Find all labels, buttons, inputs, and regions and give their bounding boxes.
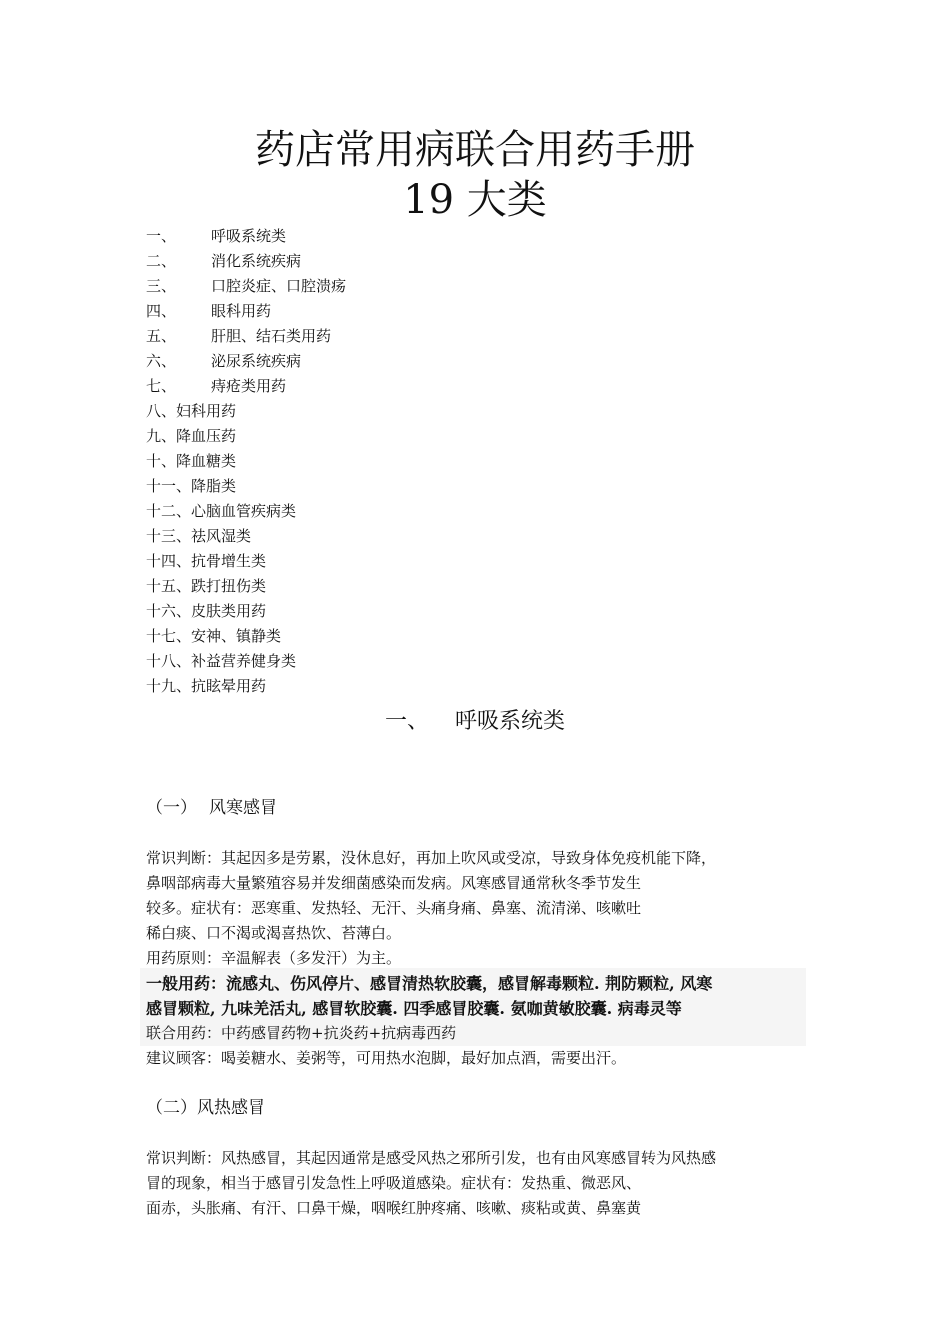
section-number: 一、 — [384, 709, 429, 734]
toc-item-number: 七、 — [146, 377, 177, 395]
toc-item — [146, 449, 346, 474]
toc-item — [146, 674, 346, 699]
toc-item-label: 降血压药 — [176, 427, 237, 445]
common-drugs-line: 一般用药：流感丸、伤风停片、感冒清热软胶囊，感冒解毒颗粒. 荆防颗粒, 风寒 — [146, 974, 713, 993]
table-of-contents — [146, 224, 346, 699]
section-title: 呼吸系统类 — [455, 709, 566, 734]
toc-item-number: 十二、 — [146, 502, 192, 520]
toc-item-label: 皮肤类用药 — [191, 602, 267, 620]
toc-item-number: 十七、 — [146, 627, 192, 645]
toc-item-number: 十一、 — [146, 477, 192, 495]
toc-item-number: 十三、 — [146, 527, 192, 545]
toc-item-label: 祛风湿类 — [191, 527, 252, 545]
toc-item-number: 十六、 — [146, 602, 192, 620]
subsection-number: （一） — [146, 798, 197, 818]
toc-item — [146, 349, 346, 374]
toc-item-label: 安神、镇静类 — [191, 627, 282, 645]
common-drugs-line: 感冒颗粒, 九味羌活丸, 感冒软胶囊. 四季感冒胶囊. 氨咖黄敏胶囊. 病毒灵等 — [146, 999, 682, 1018]
toc-item — [146, 324, 346, 349]
toc-item-label: 痔疮类用药 — [211, 377, 287, 395]
toc-item-label: 跌打扭伤类 — [191, 577, 267, 595]
toc-item-label: 降脂类 — [191, 477, 237, 495]
toc-item-number: 十九、 — [146, 677, 192, 695]
toc-item-label: 呼吸系统类 — [211, 227, 287, 245]
toc-item — [146, 274, 346, 299]
paragraph-line: 常识判断：风热感冒，其起因通常是感受风热之邪所引发，也有由风寒感冒转为风热感 — [146, 1149, 717, 1167]
toc-item-label: 降血糖类 — [176, 452, 237, 470]
toc-item-number: 六、 — [146, 352, 177, 370]
toc-item-label: 妇科用药 — [176, 402, 237, 420]
toc-item-number: 十五、 — [146, 577, 192, 595]
paragraph-line: 鼻咽部病毒大量繁殖容易并发细菌感染而发病。风寒感冒通常秋冬季节发生 — [146, 874, 642, 892]
toc-item-label: 口腔炎症、口腔溃疡 — [211, 277, 347, 295]
toc-item-label: 肝胆、结石类用药 — [211, 327, 332, 345]
toc-item-number: 十、 — [146, 452, 177, 470]
toc-item — [146, 574, 346, 599]
paragraph-line: 冒的现象，相当于感冒引发急性上呼吸道感染。症状有：发热重、微恶风、 — [146, 1174, 642, 1192]
document-title: 药店常用病联合用药手册 — [255, 127, 695, 173]
toc-item — [146, 499, 346, 524]
toc-item — [146, 249, 346, 274]
paragraph-line: 用药原则：辛温解表（多发汗）为主。 — [146, 949, 402, 967]
subsection-title: 风寒感冒 — [209, 798, 277, 818]
toc-item — [146, 474, 346, 499]
toc-item — [146, 524, 346, 549]
toc-item-number: 三、 — [146, 277, 177, 295]
toc-item — [146, 374, 346, 399]
toc-item — [146, 649, 346, 674]
toc-item-number: 二、 — [146, 252, 177, 270]
toc-item-number: 八、 — [146, 402, 177, 420]
toc-item-label: 抗眩晕用药 — [191, 677, 267, 695]
toc-item — [146, 599, 346, 624]
toc-item-number: 十四、 — [146, 552, 192, 570]
subsection-heading: （二）风热感冒 — [146, 1098, 265, 1118]
subsection-heading — [146, 796, 277, 821]
document-subtitle: 19 大类 — [403, 177, 547, 223]
toc-item — [146, 399, 346, 424]
toc-item-label: 眼科用药 — [211, 302, 272, 320]
toc-item — [146, 424, 346, 449]
toc-item-number: 一、 — [146, 227, 177, 245]
toc-item-number: 九、 — [146, 427, 177, 445]
toc-item-label: 泌尿系统疾病 — [211, 352, 302, 370]
toc-item — [146, 549, 346, 574]
toc-item-number: 四、 — [146, 302, 177, 320]
toc-item-label: 抗骨增生类 — [191, 552, 267, 570]
toc-item — [146, 299, 346, 324]
toc-item-label: 心脑血管疾病类 — [191, 502, 297, 520]
toc-item-number: 十八、 — [146, 652, 192, 670]
paragraph-line: 稀白痰、口不渴或渴喜热饮、苔薄白。 — [146, 924, 402, 942]
section-heading — [0, 706, 950, 738]
paragraph-line: 较多。症状有：恶寒重、发热轻、无汗、头痛身痛、鼻塞、流清涕、咳嗽吐 — [146, 899, 642, 917]
advice-line: 建议顾客：喝姜糖水、姜粥等，可用热水泡脚，最好加点酒，需要出汗。 — [146, 1049, 627, 1067]
paragraph-line: 面赤，头胀痛、有汗、口鼻干燥，咽喉红肿疼痛、咳嗽、痰粘或黄、鼻塞黄 — [146, 1199, 642, 1217]
toc-item — [146, 224, 346, 249]
combo-drugs-line: 联合用药：中药感冒药物+抗炎药+抗病毒西药 — [146, 1024, 457, 1042]
toc-item-label: 补益营养健身类 — [191, 652, 297, 670]
toc-item — [146, 624, 346, 649]
paragraph-line: 常识判断：其起因多是劳累，没休息好，再加上吹风或受凉，导致身体免疫机能下降， — [146, 849, 717, 867]
toc-item-number: 五、 — [146, 327, 177, 345]
toc-item-label: 消化系统疾病 — [211, 252, 302, 270]
